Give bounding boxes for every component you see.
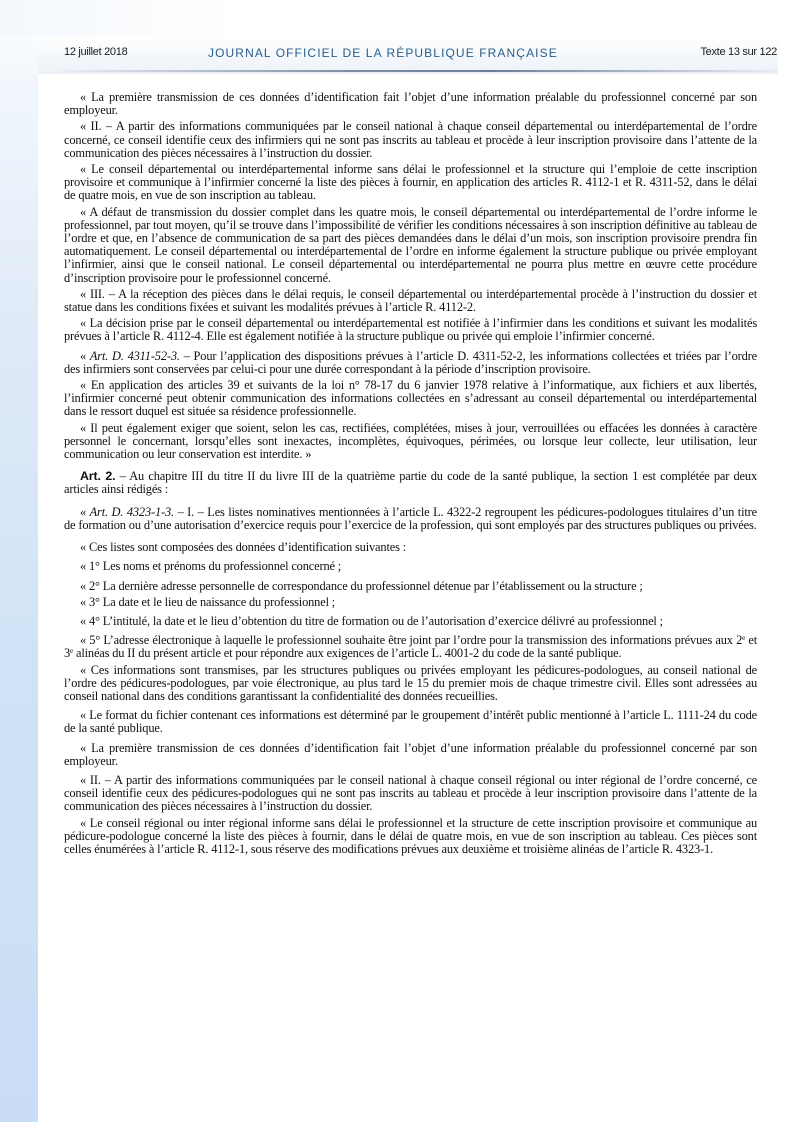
ordinal-suffix: e (70, 647, 74, 656)
paragraph: « La première transmission de ces données d’identification fait l’objet d’une information préalable du professionnel concerné par son employeur. (64, 90, 757, 118)
article-2-label: Art. 2. (80, 469, 116, 484)
list-item: « 2° La dernière adresse personnelle de correspondance du professionnel détenue par l’établissement ou la structure ; (80, 578, 643, 593)
paragraph: « Ces listes sont composées des données d’identification suivantes : (80, 540, 407, 555)
paragraph: « II. – A partir des informations communiquées par le conseil national à chaque conseil départemental ou interdépartemental de l’ordre concerné, ce conseil identifie ceux des infirmiers qui ne sont pas inscrits au tableau et procède à leur inscription provisoire dans l’attente de la communication des pièces nécessaires à l’instruction du dossier. (64, 119, 757, 160)
paragraph: « A défaut de transmission du dossier complet dans les quatre mois, le conseil départemental ou interdépartemental de l’ordre informe le professionnel, par tout moyen, qu’il se trouve dans l’impossibilité de vérifier les conditions nécessaires à son inscription définitive au tableau de l’ordre et que, en l’absence de communication de sa part des pièces demandées dans le délai d’un mois, son inscription provisoire prendra fin automatiquement. Le conseil départemental ou interdépartemental de l’ordre en informe également la structure publique ou privée employant l’infirmier, ainsi que le conseil national. Le conseil départemental ou interdépartemental ne pourra plus mettre en œuvre cette procédure d’inscription provisoire pour le professionnel concerné. (64, 204, 757, 285)
header-journal-title: JOURNAL OFFICIEL DE LA RÉPUBLIQUE FRANÇAISE (208, 46, 558, 60)
document-body (64, 91, 757, 859)
paragraph: « En application des articles 39 et suivants de la loi n° 78-17 du 6 janvier 1978 relative à l’informatique, aux fichiers et aux libertés, l’infirmier concerné peut obtenir communication des informations collectées en s’adressant au conseil départemental ou interdépartemental dans le ressort duquel est située sa résidence professionnelle. (64, 378, 757, 419)
paragraph: « Ces informations sont transmises, par les structures publiques ou privées employant les pédicures-podologues, au conseil national de l’ordre des pédicures-podologues, par voie électronique, au plus tard le 15 du premier mois de chaque trimestre civil. Elles sont adressées au conseil national dans des conditions garantissant la confidentialité des données recueillies. (64, 662, 757, 703)
paragraph: « Le conseil départemental ou interdépartemental informe sans délai le professionnel et la structure qui l’emploie de cette inscription provisoire et communique à l’infirmier concerné la liste des pièces à fournir, en application des articles R. 4112-1 et R. 4311-52, dans le délai de quatre mois, en vue de son inscription au tableau. (64, 162, 757, 203)
article-paragraph (64, 350, 757, 376)
paragraph: « III. – A la réception des pièces dans le délai requis, le conseil départemental ou interdépartemental procède à l’instruction du dossier et statue dans les conditions fixées et suivant les modalités prévues à l’article R. 4112-2. (64, 286, 757, 315)
article-text: – I. – Les listes nominatives mentionnées à l’article L. 4322-2 regroupent les pédicures-podologues titulaires d’un titre de formation ou d’une autorisation d’exercice requis pour l’exercice de la profession, qui sont employés par des structures publiques ou privées. (64, 504, 757, 532)
paragraph: « Le conseil régional ou inter régional informe sans délai le professionnel et la structure de cette inscription provisoire et communique au pédicure-podologue concerné la liste des pièces à fournir, dans le délai de quatre mois, en vue de son inscription au tableau. Ces pièces sont celles énumérées à l’article R. 4112-1, sous réserve des modifications prévues aux deuxième et troisième alinéas de l’article R. 4323-1. (64, 815, 757, 856)
article-paragraph (64, 506, 757, 532)
article-text: – Pour l’application des dispositions prévues à l’article D. 4311-52-2, les informations collectées et triées par l’ordre des infirmiers sont conservées par celui-ci pour une durée correspondant à la période d’inscription provisoire. (64, 348, 757, 376)
article-reference: Art. D. 4311-52-3. (89, 348, 180, 363)
quote-mark: « (80, 504, 90, 519)
paragraph: « Le format du fichier contenant ces informations est déterminé par le groupement d’intérêt public mentionné à l’article L. 1111-24 du code de la santé publique. (64, 708, 757, 736)
paragraph: « La première transmission de ces données d’identification fait l’objet d’une information préalable du professionnel concerné par son employeur. (64, 740, 757, 768)
list-item-text: et 3 (64, 633, 758, 661)
header-date: 12 juillet 2018 (64, 46, 128, 58)
paragraph: « II. – A partir des informations communiquées par le conseil national à chaque conseil régional ou inter régional de l’ordre concerné, ce conseil identifie ceux des pédicures-podologues qui ne sont pas inscrits au tableau et procède à leur inscription provisoire dans l’attente de la communication des pièces nécessaires à l’instruction du dossier. (64, 772, 757, 814)
article-reference: Art. D. 4323-1-3. (89, 504, 174, 519)
list-item (64, 634, 757, 660)
top-band (0, 0, 793, 36)
list-item: « 4° L’intitulé, la date et le lieu d’obtention du titre de formation ou de l’autorisation d’exercice délivré au professionnel ; (80, 613, 663, 628)
page-side-strip (0, 0, 38, 1122)
article-2-text: – Au chapitre III du titre II du livre III de la quatrième partie du code de la santé publique, la section 1 est complétée par deux articles ainsi rédigés : (64, 469, 757, 497)
list-item-text: alinéas du II du présent article et pour répondre aux exigences de l’article L. 4001-2 du code de la santé publique. (73, 646, 622, 661)
paragraph: « Il peut également exiger que soient, selon les cas, rectifiées, complétées, mises à jour, verrouillées ou effacées les données à caractère personnel le concernant, lorsqu’elles sont inexactes, incomplètes, équivoques, périmées, ou lorsque leur collecte, leur utilisation, leur communication ou leur conservation est interdite. » (64, 420, 757, 462)
list-item-text: « 5° L’adresse électronique à laquelle le professionnel souhaite être joint par l’ordre pour la transmission des informations prévues aux 2 (80, 633, 743, 648)
list-item: « 3° La date et le lieu de naissance du professionnel ; (80, 594, 336, 609)
list-item: « 1° Les noms et prénoms du professionnel concerné ; (80, 559, 342, 574)
quote-mark: « (80, 348, 90, 363)
header-divider (62, 70, 778, 72)
header-page-count: Texte 13 sur 122 (700, 46, 777, 58)
article-2-paragraph (64, 470, 757, 496)
ordinal-suffix: e (742, 634, 746, 643)
paragraph: « La décision prise par le conseil départemental ou interdépartemental est notifiée à l’infirmier dans les conditions et suivant les modalités prévues à l’article R. 4112-4. Elle est également notifiée à la structure publique ou privée qui emploie l’infirmier concerné. (64, 316, 757, 344)
